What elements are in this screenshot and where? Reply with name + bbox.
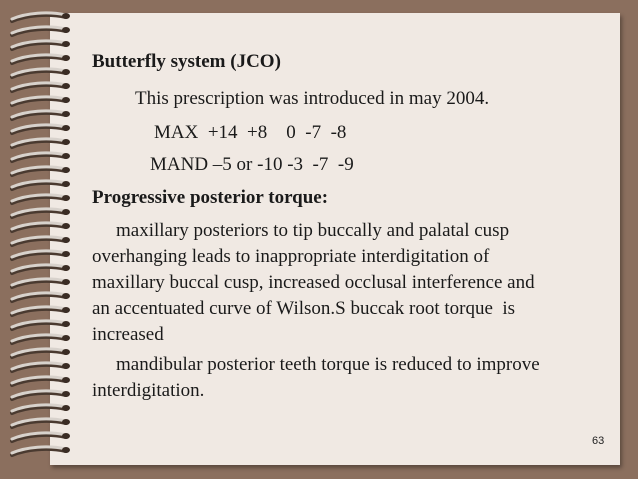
- spiral-coil-icon: [12, 391, 70, 399]
- paragraph1-line: maxillary posteriors to tip buccally and palatal cusp: [116, 220, 510, 241]
- spiral-coil-icon: [12, 363, 70, 371]
- paragraph2-line: interdigitation.: [92, 380, 205, 401]
- spiral-coil-icon: [12, 279, 70, 287]
- paragraph1-line: an accentuated curve of Wilson.S buccak root torque is: [92, 298, 516, 319]
- prescription-intro-line: This prescription was introduced in may 2004.: [135, 88, 490, 109]
- page-number: 63: [592, 435, 605, 447]
- spiral-coil-icon: [12, 69, 70, 77]
- spiral-coil-icon: [12, 41, 70, 49]
- spiral-coil-icon: [12, 237, 70, 245]
- spiral-coil-icon: [12, 55, 70, 63]
- heading-butterfly-system: Butterfly system (JCO): [92, 51, 281, 72]
- spiral-coil-icon: [12, 251, 70, 259]
- spiral-coil-icon: [12, 195, 70, 203]
- paragraph1-line: increased: [92, 324, 164, 345]
- spiral-coil-icon: [12, 265, 70, 273]
- spiral-coil-icon: [12, 349, 70, 357]
- spiral-coil-icon: [12, 223, 70, 231]
- spiral-coil-icon: [12, 335, 70, 343]
- paragraph2-line: mandibular posterior teeth torque is reduced to improve: [116, 354, 540, 375]
- spiral-binding-icon: [8, 8, 78, 468]
- spiral-coil-icon: [12, 209, 70, 217]
- paragraph1-line: overhanging leads to inappropriate interdigitation of: [92, 246, 490, 267]
- spiral-coil-icon: [12, 153, 70, 161]
- spiral-coil-icon: [12, 377, 70, 385]
- spiral-coil-icon: [12, 13, 70, 21]
- spiral-coil-icon: [12, 111, 70, 119]
- heading-progressive-torque: Progressive posterior torque:: [92, 187, 329, 208]
- spiral-coil-icon: [12, 419, 70, 427]
- max-values-line: MAX +14 +8 0 -7 -8: [154, 122, 347, 143]
- paragraph1-line: maxillary buccal cusp, increased occlusal interference and: [92, 272, 535, 293]
- spiral-coil-icon: [12, 181, 70, 189]
- spiral-coil-icon: [12, 139, 70, 147]
- spiral-coil-icon: [12, 293, 70, 301]
- spiral-coil-icon: [12, 97, 70, 105]
- spiral-coil-icon: [12, 125, 70, 133]
- spiral-coil-icon: [12, 321, 70, 329]
- spiral-coil-icon: [12, 433, 70, 441]
- spiral-coil-icon: [12, 27, 70, 35]
- spiral-coil-icon: [12, 83, 70, 91]
- mand-values-line: MAND –5 or -10 -3 -7 -9: [150, 154, 354, 175]
- spiral-coil-icon: [12, 447, 70, 455]
- spiral-coil-icon: [12, 307, 70, 315]
- spiral-coil-icon: [12, 405, 70, 413]
- spiral-coil-icon: [12, 167, 70, 175]
